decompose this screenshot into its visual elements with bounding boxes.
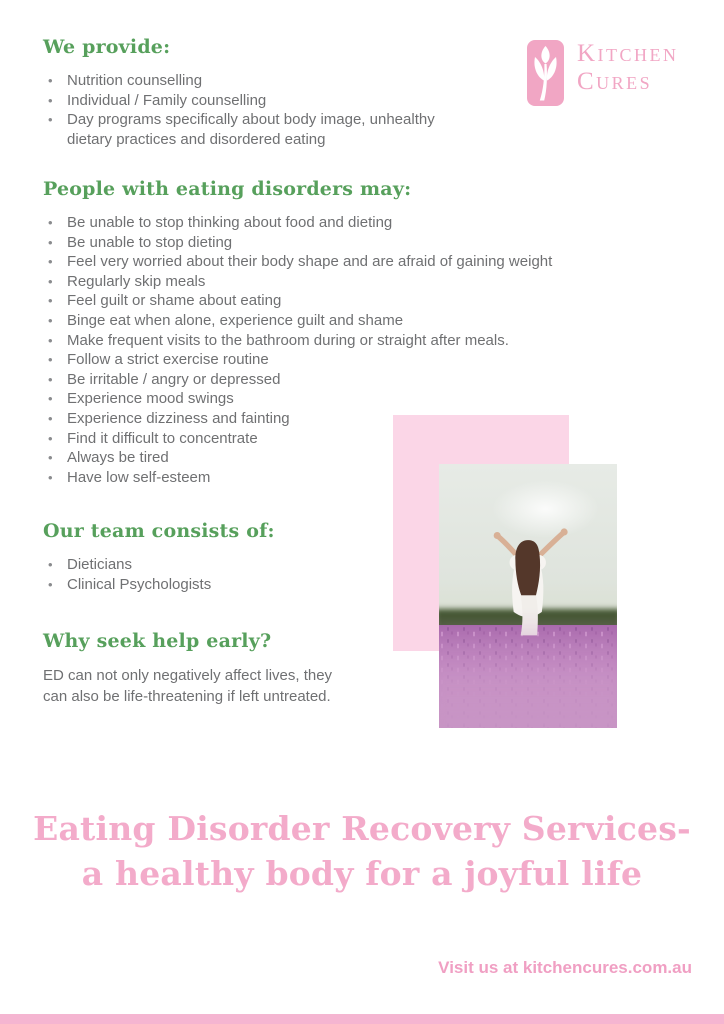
page-title: [0, 806, 724, 896]
page-title-line-2: a healthy body for a joyful life: [81, 854, 643, 893]
visit-url-text: Visit us at kitchencures.com.au: [438, 958, 692, 977]
section-we-provide: [43, 36, 443, 149]
list-item: • Find it difficult to concentrate: [43, 429, 643, 449]
list-item: • Feel very worried about their body shape and are afraid of gaining weight: [43, 252, 643, 272]
list-item: • Feel guilt or shame about eating: [43, 291, 643, 311]
list-item: • Follow a strict exercise routine: [43, 350, 643, 370]
page-title-line-1: Eating Disorder Recovery Services-: [33, 809, 691, 848]
list-item: • Clinical Psychologists: [43, 575, 275, 595]
list-item: • Be unable to stop thinking about food and dieting: [43, 213, 643, 233]
symptoms-heading: People with eating disorders may:: [43, 178, 412, 200]
photo-foreground-blur: [439, 613, 617, 728]
list-item: • Have low self-esteem: [43, 468, 643, 488]
list-item: • Day programs specifically about body image, unhealthy dietary practices and disordered eating: [43, 110, 443, 149]
bottom-pink-bar: [0, 1014, 724, 1024]
why-body-text: ED can not only negatively affect lives, they can also be life-threatening if left untreated.: [43, 667, 333, 705]
section-why-seek-help: [43, 630, 343, 707]
list-item: • Regularly skip meals: [43, 272, 643, 292]
section-team: [43, 520, 275, 594]
list-item: • Always be tired: [43, 448, 643, 468]
list-item: • Dieticians: [43, 555, 275, 575]
list-item: • Experience dizziness and fainting: [43, 409, 643, 429]
brand-line-2: Cures: [577, 68, 653, 95]
brand-name: [577, 40, 679, 96]
list-item: • Nutrition counselling: [43, 71, 443, 91]
brand-line-1: Kitchen: [577, 40, 679, 67]
why-heading: Why seek help early?: [43, 630, 272, 652]
team-heading: Our team consists of:: [43, 520, 275, 542]
list-item: • Be irritable / angry or depressed: [43, 370, 643, 390]
list-item: • Be unable to stop dieting: [43, 233, 643, 253]
list-item: • Make frequent visits to the bathroom during or straight after meals.: [43, 331, 643, 351]
team-list: [43, 555, 275, 594]
tulip-icon: [527, 40, 564, 106]
kitchen-cures-logo: [527, 40, 679, 106]
we-provide-heading: We provide:: [43, 36, 171, 58]
list-item: • Experience mood swings: [43, 389, 643, 409]
list-item: • Binge eat when alone, experience guilt and shame: [43, 311, 643, 331]
we-provide-list: [43, 71, 443, 149]
lavender-field-photo: [439, 464, 617, 728]
list-item: • Individual / Family counselling: [43, 91, 443, 111]
